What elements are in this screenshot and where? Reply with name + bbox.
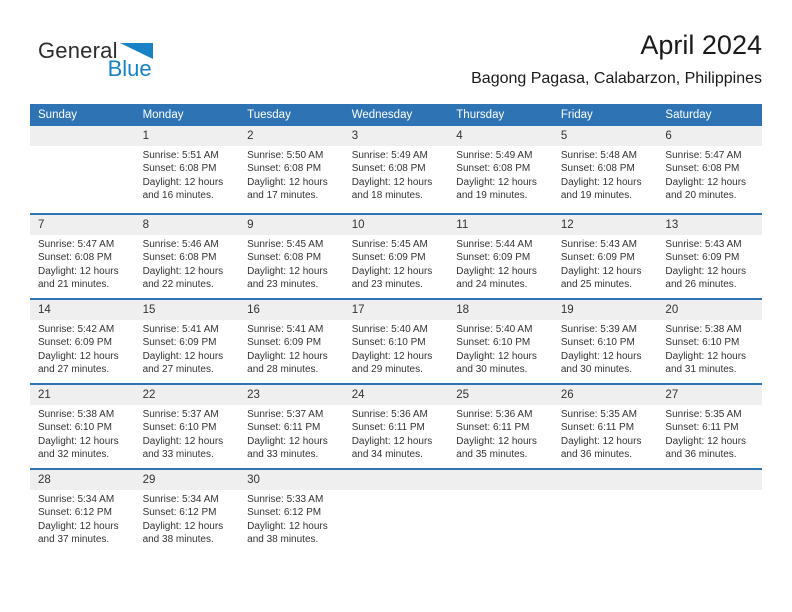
sunrise-text: Sunrise: 5:45 AM [351, 239, 428, 250]
daylight-text: Daylight: 12 hours and 20 minutes. [665, 176, 747, 202]
daylight-text: Daylight: 12 hours and 23 minutes. [247, 265, 328, 291]
daylight-text: Daylight: 12 hours and 21 minutes. [38, 265, 119, 291]
day-cell-22 [135, 385, 240, 468]
day-details [344, 146, 449, 203]
daylight-text: Daylight: 12 hours and 38 minutes. [142, 520, 224, 546]
day-number: 24 [344, 385, 449, 405]
sunset-text: Sunset: 6:08 PM [142, 252, 217, 264]
day-number: 15 [135, 300, 240, 320]
sunrise-text: Sunrise: 5:37 AM [247, 409, 324, 420]
daylight-text: Daylight: 12 hours and 35 minutes. [456, 435, 537, 461]
sunrise-text: Sunrise: 5:34 AM [142, 494, 219, 505]
day-details [239, 320, 344, 377]
day-cell-29 [135, 470, 240, 553]
daylight-text: Daylight: 12 hours and 33 minutes. [247, 435, 328, 461]
daylight-text: Daylight: 12 hours and 22 minutes. [142, 265, 224, 291]
sunrise-text: Sunrise: 5:38 AM [38, 409, 115, 420]
day-details [30, 490, 135, 547]
sunrise-text: Sunrise: 5:35 AM [665, 409, 742, 420]
daylight-text: Daylight: 12 hours and 37 minutes. [38, 520, 119, 546]
day-number [448, 470, 553, 490]
week-row [30, 468, 762, 553]
day-cell-17 [344, 300, 449, 383]
daylight-text: Daylight: 12 hours and 19 minutes. [456, 176, 537, 202]
day-details [30, 320, 135, 377]
sunset-text: Sunset: 6:11 PM [560, 422, 635, 434]
day-number: 25 [448, 385, 553, 405]
day-cell-27 [657, 385, 762, 468]
sunrise-text: Sunrise: 5:41 AM [247, 324, 324, 335]
day-number: 28 [30, 470, 135, 490]
sunset-text: Sunset: 6:10 PM [38, 422, 112, 434]
weekday-header-monday: Monday [142, 109, 184, 121]
daylight-text: Daylight: 12 hours and 28 minutes. [247, 350, 328, 376]
day-cell-20 [657, 300, 762, 383]
day-cell-21 [30, 385, 135, 468]
sunrise-text: Sunrise: 5:34 AM [38, 494, 115, 505]
sunset-text: Sunset: 6:11 PM [247, 422, 321, 434]
daylight-text: Daylight: 12 hours and 17 minutes. [247, 176, 328, 202]
sunrise-text: Sunrise: 5:43 AM [560, 239, 637, 250]
sunrise-text: Sunrise: 5:36 AM [351, 409, 428, 420]
daylight-text: Daylight: 12 hours and 36 minutes. [560, 435, 642, 461]
weekday-header-friday: Friday [560, 109, 593, 121]
day-number: 9 [239, 215, 344, 235]
day-number: 7 [30, 215, 135, 235]
sunrise-text: Sunrise: 5:47 AM [665, 150, 742, 161]
sunset-text: Sunset: 6:11 PM [351, 422, 425, 434]
sunset-text: Sunset: 6:08 PM [351, 163, 426, 175]
day-details [553, 146, 658, 203]
week-row [30, 126, 762, 213]
sunset-text: Sunset: 6:12 PM [142, 507, 217, 519]
day-number: 19 [553, 300, 658, 320]
daylight-text: Daylight: 12 hours and 27 minutes. [142, 350, 224, 376]
day-number: 10 [344, 215, 449, 235]
sunset-text: Sunset: 6:10 PM [351, 337, 426, 349]
day-number: 26 [553, 385, 658, 405]
day-cell-1 [135, 126, 240, 213]
day-cell-empty [553, 470, 658, 553]
sunset-text: Sunset: 6:08 PM [247, 252, 322, 264]
week-row [30, 213, 762, 298]
sunrise-text: Sunrise: 5:49 AM [351, 150, 428, 161]
day-details [135, 235, 240, 292]
page-title: April 2024 [640, 30, 762, 60]
day-number: 27 [657, 385, 762, 405]
day-number: 29 [135, 470, 240, 490]
sunrise-text: Sunrise: 5:40 AM [351, 324, 428, 335]
week-row [30, 383, 762, 468]
day-cell-2 [239, 126, 344, 213]
daylight-text: Daylight: 12 hours and 24 minutes. [456, 265, 537, 291]
sunrise-text: Sunrise: 5:35 AM [560, 409, 637, 420]
day-number: 3 [344, 126, 449, 146]
day-cell-7 [30, 215, 135, 298]
day-details [657, 146, 762, 203]
sunset-text: Sunset: 6:08 PM [560, 163, 635, 175]
day-details [30, 235, 135, 292]
day-number [553, 470, 658, 490]
day-details [657, 235, 762, 292]
sunset-text: Sunset: 6:10 PM [142, 422, 217, 434]
day-number [657, 470, 762, 490]
day-cell-empty [344, 470, 449, 553]
day-details [657, 405, 762, 462]
daylight-text: Daylight: 12 hours and 23 minutes. [351, 265, 433, 291]
day-details [239, 146, 344, 203]
day-details [135, 146, 240, 203]
sunrise-text: Sunrise: 5:41 AM [142, 324, 219, 335]
sunset-text: Sunset: 6:08 PM [38, 252, 112, 264]
day-cell-16 [239, 300, 344, 383]
sunrise-text: Sunrise: 5:43 AM [665, 239, 742, 250]
day-details [135, 490, 240, 547]
day-cell-4 [448, 126, 553, 213]
sunset-text: Sunset: 6:08 PM [247, 163, 322, 175]
day-number: 23 [239, 385, 344, 405]
sunset-text: Sunset: 6:08 PM [456, 163, 531, 175]
day-cell-9 [239, 215, 344, 298]
day-cell-empty [448, 470, 553, 553]
daylight-text: Daylight: 12 hours and 30 minutes. [560, 350, 642, 376]
day-cell-6 [657, 126, 762, 213]
calendar-table [30, 104, 762, 553]
weekday-header-wednesday: Wednesday [351, 109, 413, 121]
day-number: 12 [553, 215, 658, 235]
sunrise-text: Sunrise: 5:36 AM [456, 409, 533, 420]
sunset-text: Sunset: 6:10 PM [560, 337, 635, 349]
day-cell-28 [30, 470, 135, 553]
day-number: 4 [448, 126, 553, 146]
day-details [344, 320, 449, 377]
day-number [344, 470, 449, 490]
weekday-header-saturday: Saturday [665, 109, 712, 121]
day-number: 6 [657, 126, 762, 146]
sunrise-text: Sunrise: 5:48 AM [560, 150, 637, 161]
day-number: 18 [448, 300, 553, 320]
day-number: 13 [657, 215, 762, 235]
day-number [30, 126, 135, 146]
sunset-text: Sunset: 6:09 PM [38, 337, 112, 349]
day-number: 5 [553, 126, 658, 146]
day-cell-empty [30, 126, 135, 213]
sunset-text: Sunset: 6:08 PM [142, 163, 217, 175]
daylight-text: Daylight: 12 hours and 38 minutes. [247, 520, 328, 546]
day-number: 21 [30, 385, 135, 405]
sunset-text: Sunset: 6:11 PM [456, 422, 530, 434]
day-details [553, 320, 658, 377]
sunset-text: Sunset: 6:09 PM [665, 252, 740, 264]
day-details [239, 235, 344, 292]
day-number: 22 [135, 385, 240, 405]
day-details [135, 405, 240, 462]
day-cell-10 [344, 215, 449, 298]
day-details [553, 235, 658, 292]
sunrise-text: Sunrise: 5:40 AM [456, 324, 533, 335]
day-details [657, 320, 762, 377]
day-number: 30 [239, 470, 344, 490]
sunrise-text: Sunrise: 5:39 AM [560, 324, 637, 335]
sunrise-text: Sunrise: 5:45 AM [247, 239, 324, 250]
daylight-text: Daylight: 12 hours and 16 minutes. [142, 176, 224, 202]
day-cell-12 [553, 215, 658, 298]
day-details [344, 405, 449, 462]
day-details [344, 235, 449, 292]
daylight-text: Daylight: 12 hours and 32 minutes. [38, 435, 119, 461]
sunrise-text: Sunrise: 5:51 AM [142, 150, 219, 161]
sunset-text: Sunset: 6:08 PM [665, 163, 740, 175]
day-cell-empty [657, 470, 762, 553]
sunset-text: Sunset: 6:09 PM [247, 337, 322, 349]
day-details [135, 320, 240, 377]
day-cell-23 [239, 385, 344, 468]
day-cell-18 [448, 300, 553, 383]
sunrise-text: Sunrise: 5:46 AM [142, 239, 219, 250]
sunrise-text: Sunrise: 5:44 AM [456, 239, 533, 250]
sunset-text: Sunset: 6:09 PM [351, 252, 426, 264]
sunset-text: Sunset: 6:09 PM [456, 252, 531, 264]
sunset-text: Sunset: 6:09 PM [142, 337, 217, 349]
page-subtitle: Bagong Pagasa, Calabarzon, Philippines [471, 70, 762, 87]
weekday-header-tuesday: Tuesday [247, 109, 291, 121]
day-details [448, 146, 553, 203]
day-number: 16 [239, 300, 344, 320]
daylight-text: Daylight: 12 hours and 34 minutes. [351, 435, 433, 461]
weekday-header-thursday: Thursday [456, 109, 505, 121]
day-number: 14 [30, 300, 135, 320]
day-cell-19 [553, 300, 658, 383]
sunset-text: Sunset: 6:09 PM [560, 252, 635, 264]
sunrise-text: Sunrise: 5:42 AM [38, 324, 115, 335]
day-cell-13 [657, 215, 762, 298]
day-number: 17 [344, 300, 449, 320]
day-cell-15 [135, 300, 240, 383]
day-details [553, 405, 658, 462]
daylight-text: Daylight: 12 hours and 27 minutes. [38, 350, 119, 376]
day-cell-25 [448, 385, 553, 468]
daylight-text: Daylight: 12 hours and 19 minutes. [560, 176, 642, 202]
week-row [30, 298, 762, 383]
day-number: 2 [239, 126, 344, 146]
sunrise-text: Sunrise: 5:50 AM [247, 150, 324, 161]
daylight-text: Daylight: 12 hours and 18 minutes. [351, 176, 433, 202]
sunrise-text: Sunrise: 5:38 AM [665, 324, 742, 335]
daylight-text: Daylight: 12 hours and 25 minutes. [560, 265, 642, 291]
sunset-text: Sunset: 6:11 PM [665, 422, 739, 434]
day-details [448, 320, 553, 377]
day-details [448, 235, 553, 292]
day-number: 20 [657, 300, 762, 320]
day-cell-3 [344, 126, 449, 213]
daylight-text: Daylight: 12 hours and 31 minutes. [665, 350, 747, 376]
day-details [30, 405, 135, 462]
day-cell-5 [553, 126, 658, 213]
sunset-text: Sunset: 6:10 PM [665, 337, 740, 349]
day-cell-30 [239, 470, 344, 553]
day-cell-24 [344, 385, 449, 468]
sunrise-text: Sunrise: 5:37 AM [142, 409, 219, 420]
logo-word-blue: Blue [107, 56, 152, 81]
sunrise-text: Sunrise: 5:49 AM [456, 150, 533, 161]
sunset-text: Sunset: 6:10 PM [456, 337, 531, 349]
day-cell-14 [30, 300, 135, 383]
daylight-text: Daylight: 12 hours and 33 minutes. [142, 435, 224, 461]
daylight-text: Daylight: 12 hours and 36 minutes. [665, 435, 747, 461]
weekday-header-sunday: Sunday [38, 109, 78, 121]
day-cell-11 [448, 215, 553, 298]
day-cell-8 [135, 215, 240, 298]
sunset-text: Sunset: 6:12 PM [247, 507, 322, 519]
day-number: 8 [135, 215, 240, 235]
day-details [239, 490, 344, 547]
day-number: 1 [135, 126, 240, 146]
sunset-text: Sunset: 6:12 PM [38, 507, 112, 519]
day-cell-26 [553, 385, 658, 468]
weekday-header-row [30, 104, 762, 126]
daylight-text: Daylight: 12 hours and 26 minutes. [665, 265, 747, 291]
day-number: 11 [448, 215, 553, 235]
daylight-text: Daylight: 12 hours and 30 minutes. [456, 350, 537, 376]
logo-word-general: General [38, 38, 118, 63]
sunrise-text: Sunrise: 5:47 AM [38, 239, 115, 250]
daylight-text: Daylight: 12 hours and 29 minutes. [351, 350, 433, 376]
calendar-weeks [30, 126, 762, 553]
title-block [471, 30, 762, 88]
sunrise-text: Sunrise: 5:33 AM [247, 494, 324, 505]
general-blue-logo [38, 40, 153, 79]
day-details [239, 405, 344, 462]
day-details [448, 405, 553, 462]
